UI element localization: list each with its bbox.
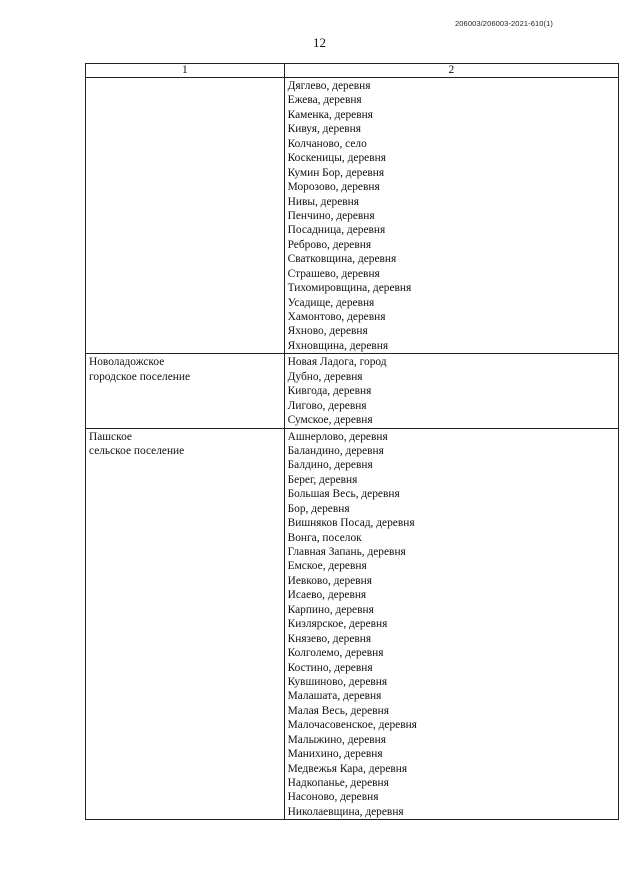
place-item: Кивгода, деревня	[287, 385, 372, 398]
place-item: Ежева, деревня	[287, 94, 362, 107]
place-item: Страшево, деревня	[287, 267, 380, 280]
settlement-name	[86, 78, 284, 79]
settlement-cell	[86, 354, 285, 428]
table-body	[86, 78, 619, 820]
settlement-name	[86, 354, 284, 384]
place-item: Николаевщина, деревня	[287, 805, 404, 818]
place-item: Кивуя, деревня	[287, 123, 361, 136]
place-item: Иевково, деревня	[287, 574, 372, 587]
place-item: Малыжино, деревня	[287, 733, 387, 746]
place-item: Малочасовенское, деревня	[287, 719, 417, 732]
place-item: Вишняков Посад, деревня	[287, 517, 415, 530]
place-item: Реброво, деревня	[287, 238, 372, 251]
place-item: Бор, деревня	[287, 502, 350, 515]
place-item: Большая Весь, деревня	[287, 488, 400, 501]
place-item: Дяглево, деревня	[287, 80, 371, 92]
place-item: Кумин Бор, деревня	[287, 166, 385, 179]
place-item: Ашнерлово, деревня	[287, 430, 388, 443]
place-item: Баландино, деревня	[287, 444, 384, 457]
place-item: Лигово, деревня	[287, 399, 367, 412]
place-item: Нивы, деревня	[287, 195, 359, 208]
place-item: Карпино, деревня	[287, 603, 374, 616]
place-item: Дубно, деревня	[287, 370, 363, 383]
place-item: Каменка, деревня	[287, 108, 373, 121]
place-item: Кизлярское, деревня	[287, 618, 388, 631]
place-item: Надкопанье, деревня	[287, 777, 389, 789]
place-item: Новая Ладога, город	[287, 356, 387, 369]
place-item: Усадище, деревня	[287, 296, 375, 309]
place-item: Вонга, поселок	[287, 531, 362, 544]
place-item: Хамонтово, деревня	[287, 311, 386, 323]
page-number: 12	[313, 35, 326, 50]
settlement-name-line: Новоладожское	[89, 356, 165, 369]
settlements-table	[85, 63, 619, 820]
settlement-name-line: сельское поселение	[89, 444, 185, 457]
places-cell	[284, 78, 618, 354]
settlement-name-line: Пашское	[89, 430, 132, 443]
place-item: Сумское, деревня	[287, 414, 373, 427]
table-header-row	[86, 64, 619, 78]
place-item: Медвежья Кара, деревня	[287, 762, 408, 775]
place-item: Князево, деревня	[287, 632, 372, 645]
settlement-cell	[86, 78, 285, 354]
document-id: 206003/206003-2021-610(1)	[455, 19, 553, 28]
settlement-name	[86, 429, 284, 459]
table-row	[86, 78, 619, 354]
place-item: Яхново, деревня	[287, 325, 368, 338]
place-item: Коскеницы, деревня	[287, 152, 386, 165]
settlement-cell	[86, 428, 285, 820]
place-item: Костино, деревня	[287, 661, 373, 674]
place-item: Малашата, деревня	[287, 690, 382, 703]
table-row	[86, 428, 619, 820]
place-item: Балдино, деревня	[287, 459, 373, 472]
column-header-1: 1	[86, 64, 285, 78]
place-item: Кувшиново, деревня	[287, 675, 388, 688]
place-item: Морозово, деревня	[287, 181, 380, 194]
column-header-2: 2	[284, 64, 618, 78]
table-row	[86, 354, 619, 428]
places-cell	[284, 354, 618, 428]
place-item: Яхновщина, деревня	[287, 339, 389, 352]
place-item: Колчаново, село	[287, 137, 367, 150]
place-item: Главная Запань, деревня	[287, 546, 406, 558]
places-cell	[284, 428, 618, 820]
place-item: Емское, деревня	[287, 560, 367, 573]
place-item: Пенчино, деревня	[287, 209, 375, 222]
place-item: Манихино, деревня	[287, 748, 383, 761]
place-item: Посадница, деревня	[287, 224, 386, 237]
place-item: Малая Весь, деревня	[287, 704, 389, 717]
place-item: Колголемо, деревня	[287, 647, 384, 660]
place-item: Исаево, деревня	[287, 589, 367, 602]
place-item: Берег, деревня	[287, 473, 358, 486]
settlement-name-line: городское поселение	[89, 370, 191, 383]
place-item: Сватковщина, деревня	[287, 253, 397, 266]
place-item: Тихомировщина, деревня	[287, 282, 412, 295]
place-item: Насоново, деревня	[287, 791, 379, 804]
